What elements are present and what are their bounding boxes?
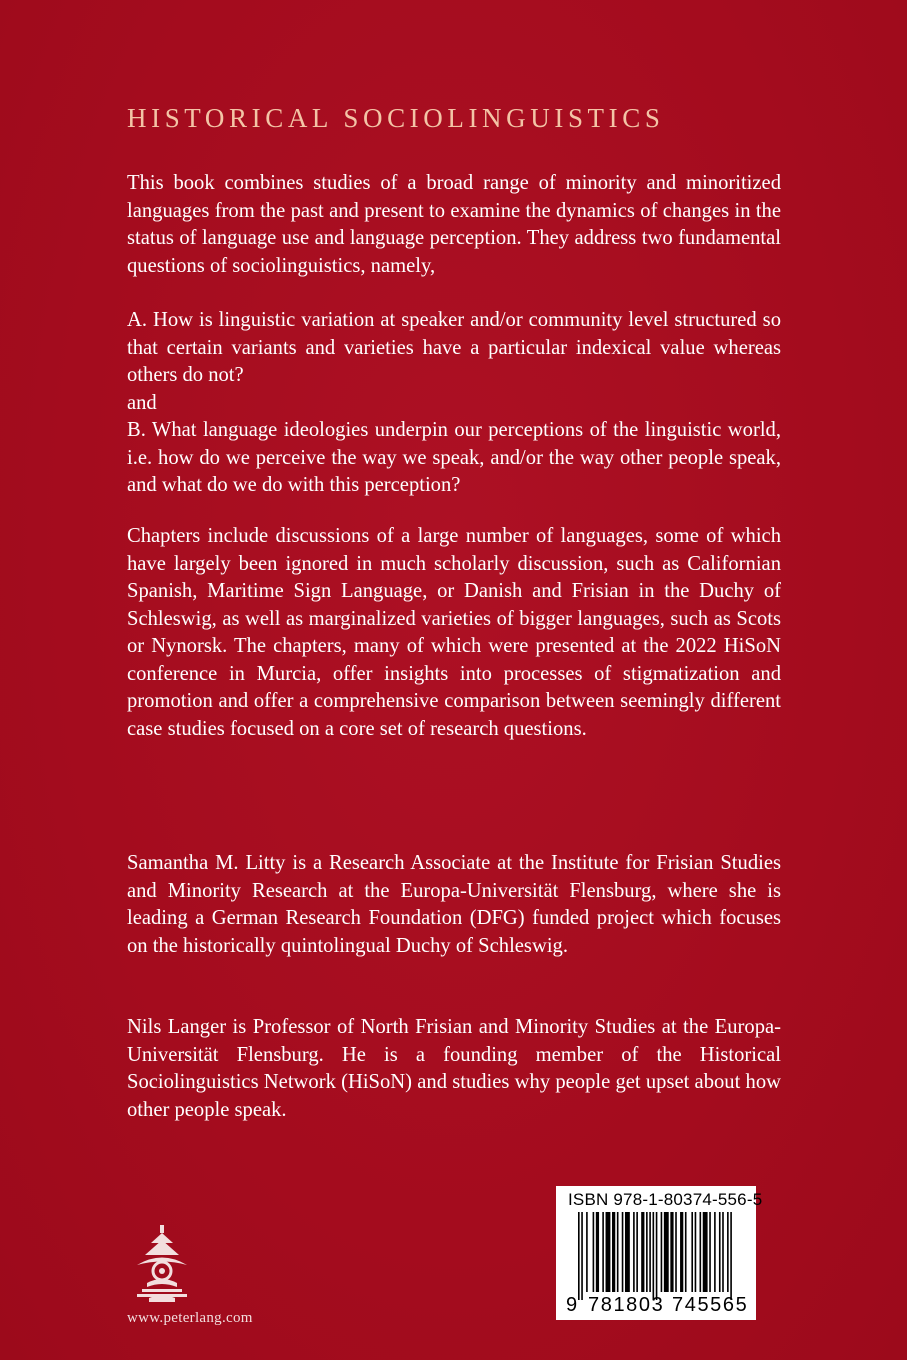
barcode-bar xyxy=(656,1212,658,1300)
chapters-block xyxy=(127,523,781,743)
barcode-bar xyxy=(606,1212,611,1292)
research-questions-block xyxy=(127,307,781,500)
barcode-digits-right: 745565 xyxy=(672,1294,749,1316)
publisher-url[interactable]: www.peterlang.com xyxy=(127,1310,253,1326)
barcode-bar xyxy=(649,1212,651,1292)
barcode-bar xyxy=(581,1212,583,1300)
isbn-barcode xyxy=(556,1186,763,1320)
barcode-bar xyxy=(617,1212,619,1292)
barcode-bar xyxy=(586,1212,588,1292)
barcode-digits-left: 781803 xyxy=(588,1294,665,1316)
barcode-bar xyxy=(602,1212,604,1292)
barcode-digit-lead: 9 xyxy=(566,1294,578,1316)
barcode-bar xyxy=(661,1212,663,1292)
barcode-bar xyxy=(578,1212,580,1300)
barcode-bar xyxy=(675,1212,677,1292)
question-connector: and xyxy=(127,391,157,414)
chapters-description: Chapters include discussions of a large number of languages, some of which have largely been ignored in much scholarly discussion, such as Californian Spanish, Maritime Sign Language, or Danish and Frisian in the Duchy of Schleswig, as well as marginalized varieties of bigger languages, such as Scots or Nynorsk. The chapters, many of which were presented at the 2022 HiSoN conference in Murcia, offer insights into processes of stigmatization and promotion and offer a comprehensive comparison between seemingly different case studies focused on a core set of research questions. xyxy=(127,525,781,740)
barcode-bar xyxy=(633,1212,635,1292)
barcode-bar xyxy=(612,1212,615,1292)
barcode-bar xyxy=(695,1212,697,1292)
question-a: A. How is linguistic variation at speaker and/or community level structured so that certain variants and varieties have a particular indexical value whereas others do not? xyxy=(127,309,781,386)
barcode-bar xyxy=(664,1212,669,1292)
author-bio-litty-block xyxy=(127,850,781,960)
barcode-bar xyxy=(641,1212,644,1292)
description-intro: This book combines studies of a broad range of minority and minoritized languages from the past and present to examine the dynamics of changes in the status of language use and language perception. They address two fundamental questions of sociolinguistics, namely, xyxy=(127,172,781,277)
peter-lang-tree-icon xyxy=(127,1225,197,1305)
question-b: B. What language ideologies underpin our perceptions of the linguistic world, i.e. how do we perceive the way we speak, and/or the way other people speak, and what do we do with this perception? xyxy=(127,419,781,496)
barcode-bar xyxy=(646,1212,648,1292)
barcode-bar xyxy=(719,1212,721,1292)
barcode-bar xyxy=(636,1212,638,1292)
barcode-bar xyxy=(680,1212,683,1292)
barcode-bar xyxy=(722,1212,724,1292)
series-title: HISTORICAL SOCIOLINGUISTICS xyxy=(127,103,665,133)
isbn-label: ISBN 978-1-80374-556-5 xyxy=(568,1190,763,1209)
barcode-bar xyxy=(691,1212,693,1292)
author-bio-langer: Nils Langer is Professor of North Frisian and Minority Studies at the Europa-Universität Flensburg. He is a founding member of the Historical Sociolinguistics Network (HiSoN) and studies why people get upset about how other people speak. xyxy=(127,1016,781,1121)
barcode-bar xyxy=(596,1212,599,1292)
barcode-bar xyxy=(622,1212,624,1292)
barcode-bar xyxy=(730,1212,732,1300)
barcode-bar xyxy=(653,1212,655,1300)
barcode-bar xyxy=(670,1212,673,1292)
barcode-bar xyxy=(625,1212,630,1292)
barcode-bar xyxy=(703,1212,708,1292)
barcode-bar xyxy=(593,1212,595,1292)
barcode-bar xyxy=(727,1212,729,1292)
barcode-bar xyxy=(714,1212,716,1292)
barcode-bar xyxy=(709,1212,711,1292)
barcode-bar xyxy=(700,1212,702,1292)
author-bio-litty: Samantha M. Litty is a Research Associate at the Institute for Frisian Studies and Minority Research at the Europa-Universität Flensburg, where she is leading a German Research Foundation (DFG) funded project which focuses on the historically quintolingual Duchy of Schleswig. xyxy=(127,852,781,957)
author-bio-langer-block xyxy=(127,1014,781,1124)
description-intro-block xyxy=(127,170,781,280)
barcode-bar xyxy=(685,1212,687,1292)
